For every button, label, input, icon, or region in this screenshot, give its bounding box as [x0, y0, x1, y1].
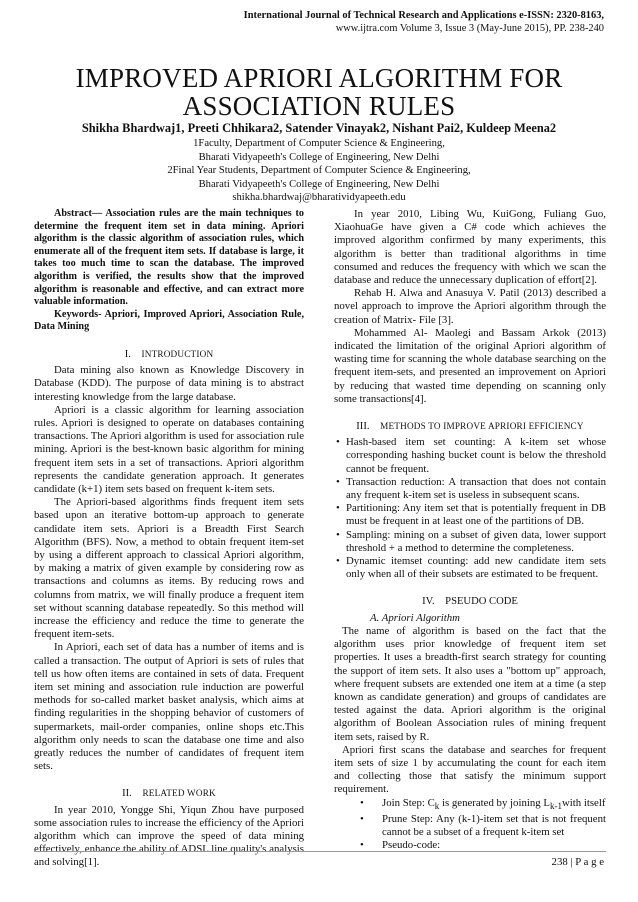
- section-number: I.: [124, 348, 131, 360]
- join-subscript: k: [434, 800, 440, 811]
- left-column: [34, 208, 304, 870]
- authors: Shikha Bhardwaj1, Preeti Chhikara2, Satender Vinayak2, Nishant Pai2, Kuldeep Meena2: [81, 121, 557, 135]
- affiliation-2: Bharati Vidyapeeth's College of Engineering, New Delhi: [198, 151, 440, 163]
- list-item: • Partitioning: Any item set that is potentially frequent in DB must be frequent in at least one of the partitions of DB.: [346, 502, 606, 528]
- join-text: is generated by joining L: [439, 796, 550, 809]
- subsection-title: A. Apriori Algorithm: [370, 611, 460, 624]
- section-title: INTRODUCTION: [141, 348, 214, 359]
- section-number: IV.: [422, 596, 435, 608]
- list-item: • Sampling: mining on a subset of given data, lower support threshold + a method to determine the completeness.: [346, 529, 606, 555]
- section-heading-methods: [334, 420, 606, 433]
- section-heading-pseudo-code: [334, 595, 606, 608]
- journal-name: International Journal of Technical Research and Applications e-ISSN: 2320-8163,: [243, 10, 604, 21]
- journal-volume: www.ijtra.com Volume 3, Issue 3 (May-June 2015), PP. 238-240: [335, 22, 604, 34]
- list-item: • Hash-based item set counting: A k-item set whose corresponding hashing bucket count is below the threshold cannot be frequent.: [346, 436, 606, 476]
- join-text: Join Step: C: [382, 796, 435, 809]
- section-number: II.: [122, 788, 132, 800]
- keywords: Keywords- Apriori, Improved Apriori, Association Rule, Data Mining: [34, 308, 304, 333]
- section-heading-introduction: [34, 348, 304, 361]
- join-text: with itself: [561, 796, 606, 809]
- join-subscript: k-1: [549, 800, 562, 811]
- list-item: • Dynamic itemset counting: add new candidate item sets only when all of their subsets are estimated to be frequent.: [346, 555, 606, 581]
- abstract: Abstract— Association rules are the main techniques to determine the frequent item set in data mining. Apriori algorithm is the classic algorithm of association rules, which enumerate all of the frequent item sets. If database is large, it takes too much time to scan the database. The improved algorithm is verified, the results show that the improved algorithm is reasonable and effective, and can extract more valuable information.: [34, 208, 304, 308]
- related-paragraph: Mohammed Al- Maolegi and Bassam Arkok (2013) indicated the limitation of the original Apriori algorithm of wasting time for scanning the whole database searching on the frequent item-sets, and presented an improvement on Apriori by reducing that wasted time depending on scanning only some transactions[4].: [334, 326, 606, 405]
- list-item-join-step: [382, 797, 606, 813]
- intro-paragraph: Data mining also known as Knowledge Discovery in Database (KDD). The purpose of data mining is to abstract interesting knowledge from the large database.: [34, 364, 304, 403]
- intro-paragraph: Apriori is a classic algorithm for learning association rules. Apriori is designed to operate on databases containing transactions. The Apriori algorithm is used for association rule mining. Apriori is the best-known basic algorithm for mining frequent item sets in a set of transactions. Apriori algorithm represents the candidate generation approach. It generates candidate (k+1) item sets based on frequent k-item sets.: [34, 403, 304, 495]
- author-email: shikha.bhardwaj@bharatividyapeeth.edu: [232, 192, 406, 204]
- related-paragraph: Rehab H. Alwa and Anasuya V. Patil (2013) described a novel approach to improve the Apriori algorithm through the creation of Matrix- File [3].: [334, 287, 606, 326]
- section-heading-related-work: [34, 787, 304, 800]
- section-number: III.: [356, 421, 370, 433]
- title-line-1: IMPROVED APRIORI ALGORITHM FOR: [75, 63, 563, 93]
- intro-paragraph: In Apriori, each set of data has a number of items and is called a transaction. The output of Apriori is sets of rules that tell us how often items are contained in sets of data. Frequent item set mining and association rule induction are powerful methods for so-called market basket analysis, which aims at finding regularities in the shopping behavior of customers of supermarkets, mail-order companies, online shops etc.This algorithm only needs to scan the database one time and also greatly reduces the number of candidates of frequent item sets.: [34, 641, 304, 773]
- affiliation-1: 1Faculty, Department of Computer Science & Engineering,: [193, 138, 445, 149]
- right-column: [334, 208, 606, 853]
- pseudo-paragraph: Apriori first scans the database and searches for frequent item sets of size 1 by accumulating the count for each item and collecting those that satisfy the minimum support requirement.: [334, 743, 606, 796]
- section-title: PSEUDO CODE: [445, 596, 518, 608]
- related-paragraph: In year 2010, Libing Wu, KuiGong, Fuliang Guo, XiaohuaGe have given a C# code which achieves the improved algorithm confirmed by many experiments, this algorithm is better than traditional algorithms in time consumed and reduces the frequency with which we scan the database and reduce the unnecessary duplication of effort[2].: [334, 208, 606, 287]
- methods-list: [334, 436, 606, 581]
- section-title: RELATED WORK: [142, 788, 216, 799]
- title-line-2: ASSOCIATION RULES: [182, 91, 456, 121]
- pseudo-paragraph: The name of algorithm is based on the fact that the algorithm uses prior knowledge of frequent item set properties. It uses a breadth-first search strategy for counting the support of item sets. It also uses a "bottom up" approach, where frequent subsets are extended one item at a time (a step known as candidate generation) and groups of candidates are tested against the data. Apriori algorithm is the original algorithm of Boolean Association rules of mining frequent item sets, raised by R.: [334, 624, 606, 743]
- paper-title: [0, 64, 638, 120]
- list-item-pseudo-code: • Pseudo-code:: [382, 839, 606, 852]
- affiliation-4: Bharati Vidyapeeth's College of Engineering, New Delhi: [198, 178, 440, 190]
- section-title: METHODS TO IMPROVE APRIORI EFFICIENCY: [380, 421, 584, 432]
- page-number: 238 | P a g e: [551, 856, 604, 868]
- footer-divider: [34, 851, 606, 852]
- steps-list: [334, 797, 606, 853]
- journal-header: [164, 10, 604, 35]
- list-item-prune-step: • Prune Step: Any (k-1)-item set that is not frequent cannot be a subset of a frequent k-item set: [382, 813, 606, 839]
- related-paragraph: In year 2010, Yongge Shi, Yiqun Zhou have purposed some association rules to increase the efficiency of the Apriori algorithm which can improve the speed of data mining effectively, enhance the ability of ADSL line quality's analysis and solving[1].: [34, 803, 304, 869]
- affiliation-3: 2Final Year Students, Department of Computer Science & Engineering,: [167, 165, 471, 177]
- intro-paragraph: The Apriori-based algorithms finds frequent item sets based upon an iterative bottom-up approach to generate candidate item sets. Apriori is a Breadth First Search Algorithm (BFS). Now, a method to obtain frequent item-set by using a different approach to classical Apriori algorithm, by making a matrix of given example by considering row as transactions and columns as items. By reducing rows and columns from matrix, we will finally produce a frequent item set without scanning database repeatedly. So this method will increase the efficiency and reduce the time to generate the frequent item-sets.: [34, 496, 304, 641]
- list-item: • Transaction reduction: A transaction that does not contain any frequent k-item set is useless in subsequent scans.: [346, 476, 606, 502]
- affiliations: [0, 137, 638, 205]
